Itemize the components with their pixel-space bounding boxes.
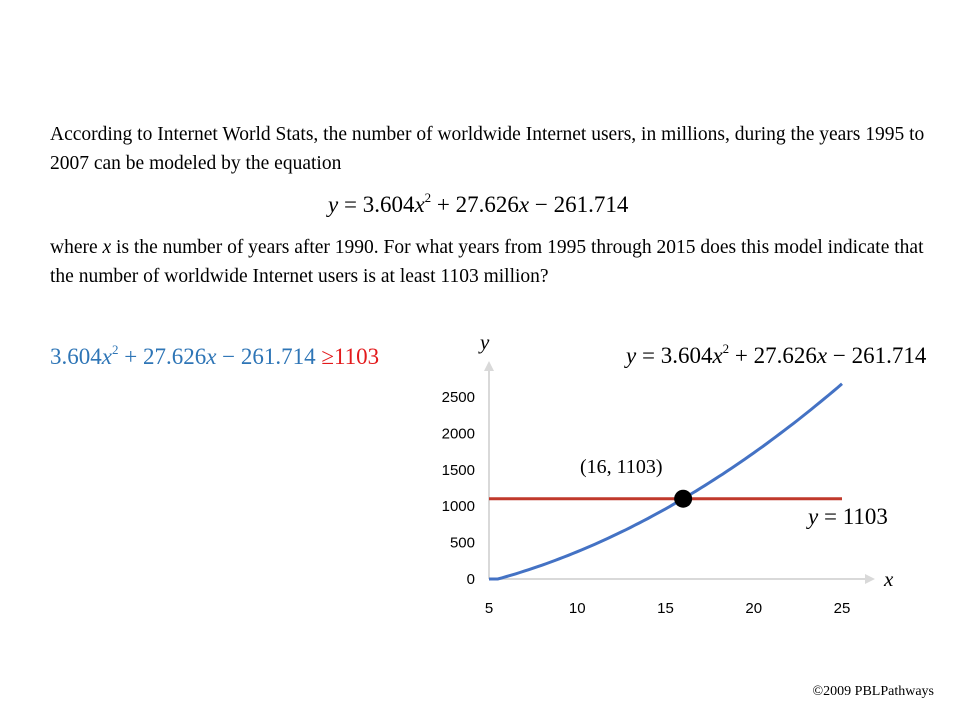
quadratic-curve	[489, 384, 842, 579]
question-var: x	[102, 237, 112, 258]
eq-minus: −	[529, 192, 554, 217]
eq-coef-a: 3.604	[362, 192, 415, 217]
ineq-relation: ≥	[321, 344, 335, 369]
curve-constant: 261.714	[851, 343, 927, 368]
x-tick-label: 10	[568, 600, 586, 617]
curve-var-x-2: x	[816, 343, 828, 368]
x-tick-label: 20	[745, 600, 763, 617]
ineq-exponent: 2	[111, 342, 119, 357]
hline-lhs: y	[808, 504, 819, 529]
ineq-plus: +	[118, 344, 143, 369]
curve-equals: =	[636, 343, 661, 368]
series-group	[489, 384, 842, 579]
question-end: is the number of years after 1990. For what years from 1995 through 2015 does this model indicate that the number of worldwide Internet users is at least 1103 million?	[50, 237, 924, 287]
eq-var-x: x	[414, 192, 425, 217]
y-tick-labels	[442, 389, 475, 588]
curve-plus: +	[729, 343, 754, 368]
ineq-var-x: x	[101, 344, 112, 369]
x-axis-label: x	[884, 567, 894, 591]
hline-value: 1103	[842, 504, 888, 529]
x-tick-label: 5	[484, 600, 494, 617]
curve-minus: −	[827, 343, 852, 368]
ineq-constant: 261.714	[240, 344, 322, 369]
y-tick-label: 2000	[441, 425, 475, 443]
hline-equals: =	[818, 504, 843, 529]
copyright-notice: ©2009 PBLPathways	[812, 684, 934, 699]
curve-coef-a: 3.604	[660, 343, 713, 368]
y-tick-label: 1000	[441, 498, 475, 516]
curve-equation-label	[626, 341, 926, 369]
x-tick-labels	[485, 600, 851, 617]
y-tick-label: 1500	[441, 461, 475, 479]
y-tick-label: 0	[466, 571, 475, 588]
intersection-point	[674, 490, 692, 508]
curve-var-x: x	[712, 343, 723, 368]
eq-exponent: 2	[424, 190, 432, 205]
eq-lhs: y	[328, 192, 339, 217]
x-tick-label: 15	[657, 600, 674, 617]
y-tick-label: 500	[449, 534, 475, 552]
ineq-rhs: 1103	[334, 344, 380, 369]
curve-lhs: y	[626, 343, 637, 368]
eq-var-x-2: x	[518, 192, 530, 217]
x-tick-label: 25	[833, 600, 851, 617]
ineq-coef-b: 27.626	[142, 344, 207, 369]
horizontal-line-label	[808, 504, 888, 530]
y-axis-label: y	[480, 330, 490, 354]
intersection-label: (16, 1103)	[580, 456, 663, 478]
curve-coef-b: 27.626	[753, 343, 817, 368]
ineq-coef-a: 3.604	[50, 344, 102, 369]
problem-text-intro: According to Internet World Stats, the number of worldwide Internet users, in millions, during the years 1995 to 2007 can be modeled by the equation	[50, 124, 925, 174]
y-tick-label: 2500	[441, 389, 475, 406]
eq-coef-b: 27.626	[455, 192, 519, 217]
curve-exponent: 2	[722, 341, 730, 356]
question-start: where	[50, 237, 103, 258]
ineq-var-x-2: x	[206, 344, 217, 369]
eq-plus: +	[431, 192, 456, 217]
eq-constant: 261.714	[553, 192, 629, 217]
eq-equals: =	[338, 192, 363, 217]
ineq-minus: −	[216, 344, 241, 369]
